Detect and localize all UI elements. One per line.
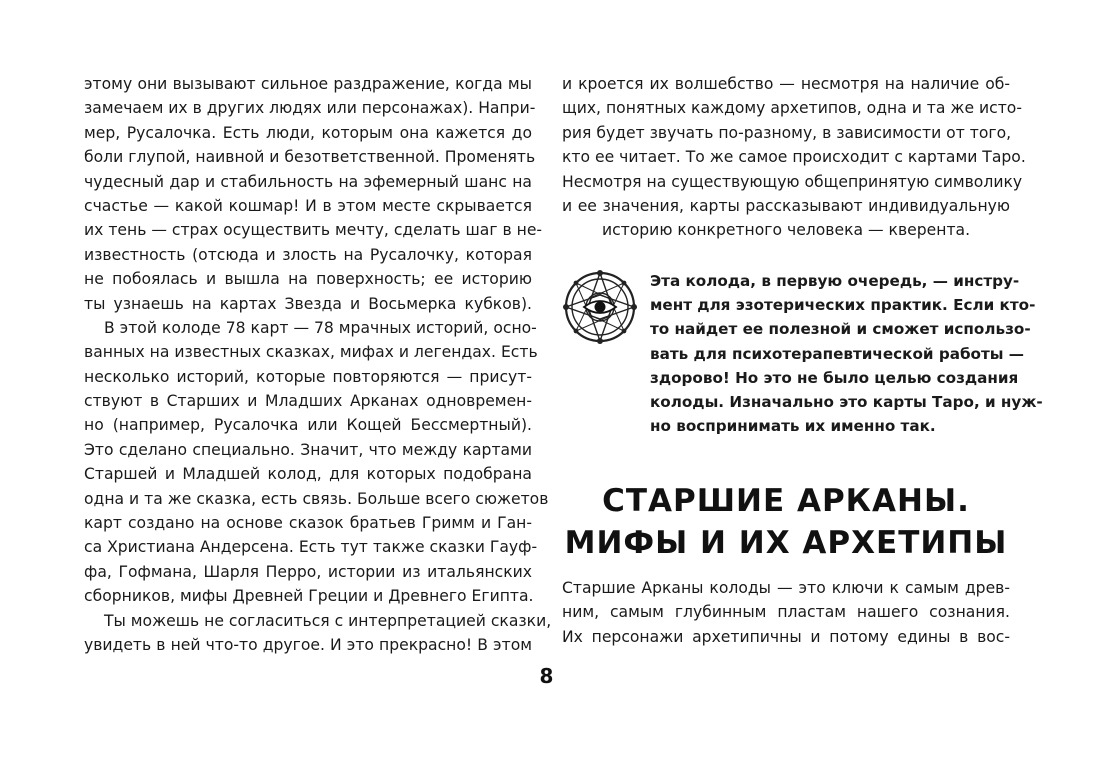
text-line: счастье — какой кошмар! И в этом месте скрывается bbox=[84, 196, 532, 215]
text-line: ванных на известных сказках, мифах и легендах. Есть bbox=[84, 343, 538, 362]
text-line: одна и та же сказка, есть связь. Больше всего сюжетов bbox=[84, 489, 549, 508]
text-line: ствуют в Старших и Младших Арканах одновремен- bbox=[84, 392, 532, 411]
text-line: са Христиана Андерсена. Есть тут также сказки Гауф- bbox=[84, 538, 538, 557]
callout-line: но воспринимать их именно так. bbox=[650, 417, 936, 436]
text-line: известность (отсюда и злость на Русалочку, которая bbox=[84, 245, 532, 264]
text-line: фа, Гофмана, Шарля Перро, истории из итальянских bbox=[84, 562, 532, 581]
occult-eye-sigil-icon bbox=[562, 269, 638, 345]
text-line: ним, самым глубинным пластам нашего сознания. bbox=[562, 603, 1010, 622]
text-line: ты узнаешь на картах Звезда и Восьмерка кубков). bbox=[84, 294, 532, 313]
text-line: Их персонажи архетипичны и потому едины в вос- bbox=[562, 627, 1010, 646]
text-line: чудесный дар и стабильность на эфемерный шанс на bbox=[84, 172, 532, 191]
callout-line: мент для эзотерических практик. Если кто- bbox=[650, 296, 1036, 315]
text-line: несколько историй, которые повторяются — присут- bbox=[84, 367, 532, 386]
right-text-column-bottom bbox=[562, 576, 1010, 649]
text-line: Это сделано специально. Значит, что между картами bbox=[84, 440, 532, 459]
text-line: Старшей и Младшей колод, для которых подобрана bbox=[84, 465, 532, 484]
text-line: этому они вызывают сильное раздражение, когда мы bbox=[84, 75, 532, 93]
text-line: но (например, Русалочка или Кощей Бессмертный). bbox=[84, 416, 532, 435]
callout-text bbox=[650, 269, 1043, 438]
text-line: боли глупой, наивной и безответственной. Променять bbox=[84, 148, 536, 167]
section-heading bbox=[562, 480, 1010, 564]
text-line: В этой колоде 78 карт — 78 мрачных историй, осно- bbox=[104, 318, 537, 337]
callout-line: то найдет ее полезной и сможет использо- bbox=[650, 320, 1031, 339]
text-line: и ее значения, карты рассказывают индивидуальную bbox=[562, 196, 1010, 215]
callout-line: Эта колода, в первую очередь, — инстру- bbox=[650, 272, 1020, 290]
text-line: замечаем их в других людях или персонажах). Напри- bbox=[84, 99, 536, 118]
text-line: щих, понятных каждому архетипов, одна и та же исто- bbox=[562, 99, 1022, 118]
text-line: мер, Русалочка. Есть люди, которым она кажется до bbox=[84, 123, 532, 142]
text-line: сборников, мифы Древней Греции и Древнего Египта. bbox=[84, 587, 534, 606]
heading-line-2: МИФЫ И ИХ АРХЕТИПЫ bbox=[564, 525, 1008, 561]
text-line: кто ее читает. То же самое происходит с картами Таро. bbox=[562, 148, 1026, 167]
callout-box bbox=[562, 269, 1043, 439]
text-line: увидеть в ней что-то другое. И это прекрасно! В этом bbox=[84, 635, 532, 654]
callout-line: вать для психотерапевтической работы — bbox=[650, 344, 1024, 363]
left-text-column bbox=[84, 72, 552, 657]
text-line: их тень — страх осуществить мечту, сделать шаг в не- bbox=[84, 221, 543, 240]
text-line: карт создано на основе сказок братьев Гримм и Ган- bbox=[84, 514, 532, 533]
text-line: Несмотря на существующую общепринятую символику bbox=[562, 172, 1023, 191]
callout-line: здорово! Но это не было целью создания bbox=[650, 368, 1019, 387]
callout-line: колоды. Изначально это карты Таро, и нуж- bbox=[650, 392, 1043, 411]
text-line: рия будет звучать по-разному, в зависимости от того, bbox=[562, 123, 1012, 142]
text-line: историю конкретного человека — кверента. bbox=[601, 221, 971, 240]
text-line: Ты можешь не согласиться с интерпретацией сказки, bbox=[104, 611, 552, 630]
page-number: 8 bbox=[539, 664, 554, 688]
heading-line-1: СТАРШИЕ АРКАНЫ. bbox=[602, 483, 970, 519]
text-line: и кроется их волшебство — несмотря на наличие об- bbox=[562, 75, 1010, 93]
text-line: не побоялась и вышла на поверхность; ее историю bbox=[84, 270, 532, 289]
text-line: Старшие Арканы колоды — это ключи к самым древ- bbox=[562, 579, 1010, 597]
right-text-column bbox=[562, 72, 1026, 243]
